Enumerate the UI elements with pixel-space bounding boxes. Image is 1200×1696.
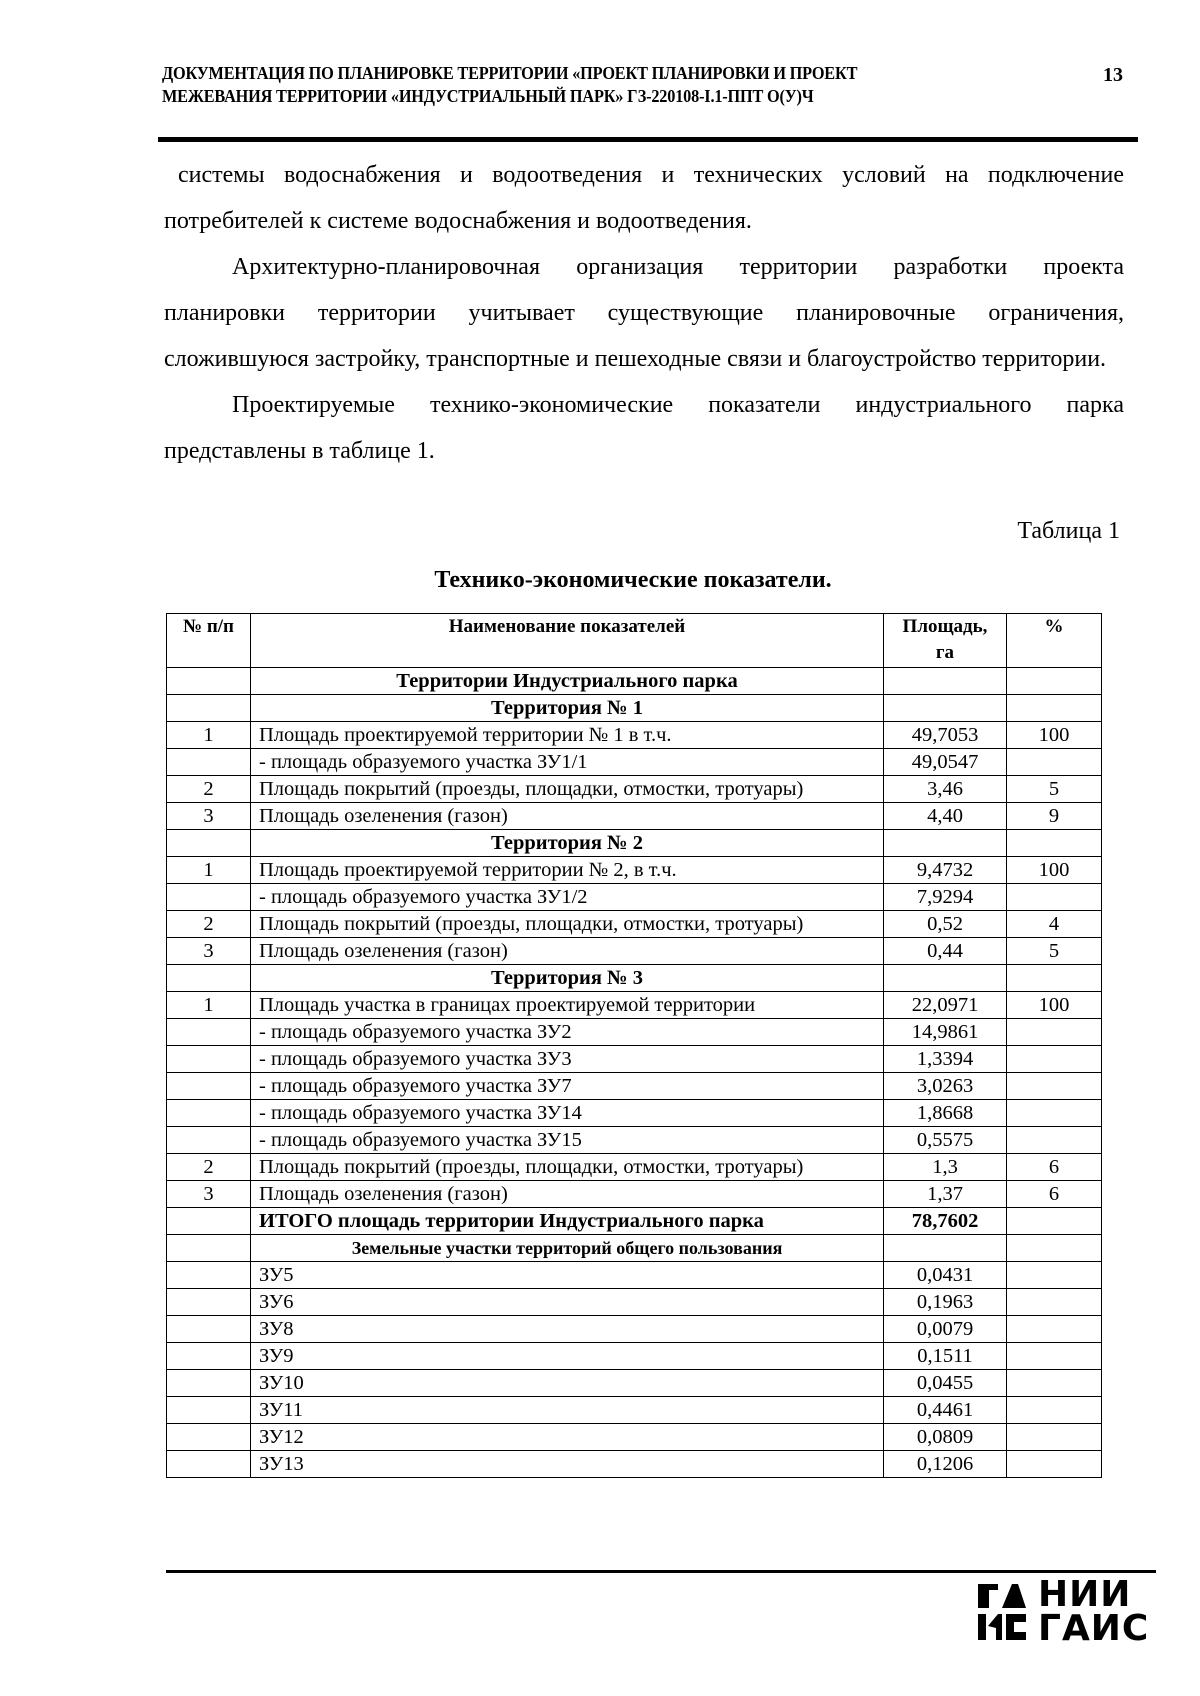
table-row <box>167 1181 1102 1208</box>
cell-number: 1 <box>167 857 251 884</box>
header-title-line1: ДОКУМЕНТАЦИЯ ПО ПЛАНИРОВКЕ ТЕРРИТОРИИ «ПРОЕКТ ПЛАНИРОВКИ И ПРОЕКТ <box>162 63 858 83</box>
cell-percent <box>1007 1235 1102 1262</box>
cell-area <box>884 695 1007 722</box>
table-row <box>167 1073 1102 1100</box>
logo-text-line2: ГАИС <box>1038 1608 1150 1649</box>
cell-section-title: Территория № 2 <box>251 830 884 857</box>
cell-percent <box>1007 830 1102 857</box>
cell-number <box>167 1127 251 1154</box>
cell-name: ИТОГО площадь территории Индустриального парка <box>251 1208 884 1235</box>
table-row <box>167 1019 1102 1046</box>
table-row <box>167 749 1102 776</box>
table-row <box>167 1424 1102 1451</box>
body-text <box>164 152 1124 474</box>
col-header-name: Наименование показателей <box>251 614 884 668</box>
table-row <box>167 830 1102 857</box>
cell-percent <box>1007 695 1102 722</box>
cell-percent <box>1007 1073 1102 1100</box>
cell-area: 9,4732 <box>884 857 1007 884</box>
cell-name: Площадь озеленения (газон) <box>251 803 884 830</box>
cell-name: Площадь покрытий (проезды, площадки, отмостки, тротуары) <box>251 1154 884 1181</box>
cell-area: 78,7602 <box>884 1208 1007 1235</box>
cell-area: 22,0971 <box>884 992 1007 1019</box>
table-row <box>167 695 1102 722</box>
cell-area: 0,0809 <box>884 1424 1007 1451</box>
cell-number <box>167 1370 251 1397</box>
table-row <box>167 1316 1102 1343</box>
cell-name: ЗУ10 <box>251 1370 884 1397</box>
cell-percent <box>1007 884 1102 911</box>
col-header-percent: % <box>1007 614 1102 668</box>
cell-number <box>167 1019 251 1046</box>
cell-number <box>167 965 251 992</box>
cell-name: ЗУ9 <box>251 1343 884 1370</box>
cell-percent <box>1007 1451 1102 1478</box>
cell-percent <box>1007 1316 1102 1343</box>
cell-number <box>167 749 251 776</box>
cell-number: 3 <box>167 1181 251 1208</box>
table-caption: Таблица 1 <box>1017 518 1120 544</box>
cell-number <box>167 1100 251 1127</box>
table-row <box>167 884 1102 911</box>
table-row <box>167 1262 1102 1289</box>
cell-percent <box>1007 1019 1102 1046</box>
table-row <box>167 965 1102 992</box>
cell-percent <box>1007 1100 1102 1127</box>
cell-name: Площадь покрытий (проезды, площадки, отмостки, тротуары) <box>251 911 884 938</box>
cell-name: Площадь озеленения (газон) <box>251 938 884 965</box>
cell-number <box>167 668 251 695</box>
cell-name: ЗУ12 <box>251 1424 884 1451</box>
cell-percent <box>1007 1127 1102 1154</box>
cell-number <box>167 1424 251 1451</box>
cell-name: Площадь проектируемой территории № 1 в т.ч. <box>251 722 884 749</box>
indicators-table <box>166 613 1102 1478</box>
cell-area: 49,7053 <box>884 722 1007 749</box>
cell-area: 49,0547 <box>884 749 1007 776</box>
table-row <box>167 992 1102 1019</box>
cell-area: 0,44 <box>884 938 1007 965</box>
cell-number <box>167 1343 251 1370</box>
cell-name: ЗУ8 <box>251 1316 884 1343</box>
cell-name: Площадь озеленения (газон) <box>251 1181 884 1208</box>
table-row <box>167 1370 1102 1397</box>
logo-mark-icon <box>978 1584 1026 1640</box>
table-row <box>167 722 1102 749</box>
cell-area: 0,1206 <box>884 1451 1007 1478</box>
cell-area: 3,46 <box>884 776 1007 803</box>
document-header <box>162 62 962 108</box>
cell-area: 0,4461 <box>884 1397 1007 1424</box>
cell-area: 1,3 <box>884 1154 1007 1181</box>
cell-area: 0,1963 <box>884 1289 1007 1316</box>
cell-percent <box>1007 965 1102 992</box>
cell-number <box>167 1208 251 1235</box>
paragraph: Проектируемые технико-экономические показатели индустриального парка представлены в таблице 1. <box>164 392 1124 464</box>
cell-area: 0,0431 <box>884 1262 1007 1289</box>
cell-percent: 100 <box>1007 857 1102 884</box>
cell-area: 4,40 <box>884 803 1007 830</box>
cell-name: - площадь образуемого участка ЗУ1/2 <box>251 884 884 911</box>
table-row <box>167 911 1102 938</box>
table-row <box>167 938 1102 965</box>
cell-area: 14,9861 <box>884 1019 1007 1046</box>
cell-area: 0,1511 <box>884 1343 1007 1370</box>
cell-percent <box>1007 1046 1102 1073</box>
cell-percent: 9 <box>1007 803 1102 830</box>
cell-percent <box>1007 1289 1102 1316</box>
cell-percent <box>1007 1424 1102 1451</box>
company-logo <box>978 1574 1158 1658</box>
cell-area <box>884 1235 1007 1262</box>
cell-percent <box>1007 1370 1102 1397</box>
cell-percent: 6 <box>1007 1181 1102 1208</box>
cell-name: ЗУ6 <box>251 1289 884 1316</box>
table-row <box>167 857 1102 884</box>
col-header-number: № п/п <box>167 614 251 668</box>
page-number: 13 <box>1103 64 1123 86</box>
cell-percent <box>1007 749 1102 776</box>
cell-percent: 5 <box>1007 938 1102 965</box>
cell-area: 1,8668 <box>884 1100 1007 1127</box>
cell-number: 3 <box>167 938 251 965</box>
cell-area <box>884 965 1007 992</box>
cell-area: 1,3394 <box>884 1046 1007 1073</box>
table-row <box>167 1154 1102 1181</box>
table-title: Технико-экономические показатели. <box>434 567 832 593</box>
cell-percent: 4 <box>1007 911 1102 938</box>
paragraph: Архитектурно-планировочная организация территории разработки проекта планировки территории учитывает существующие планировочные ограничения, сложившуюся застройку, транспортные и пешеходные связи и благоустройство территории. <box>164 254 1124 372</box>
cell-area: 0,0455 <box>884 1370 1007 1397</box>
cell-area: 1,37 <box>884 1181 1007 1208</box>
cell-section-title: Территории Индустриального парка <box>251 668 884 695</box>
logo-text-line1: НИИ <box>1038 1574 1132 1615</box>
cell-percent: 100 <box>1007 722 1102 749</box>
table-row <box>167 776 1102 803</box>
cell-number <box>167 830 251 857</box>
table-row <box>167 1343 1102 1370</box>
paragraph: системы водоснабжения и водоотведения и технических условий на подключение потребителей к системе водоснабжения и водоотведения. <box>164 162 1124 234</box>
cell-area: 0,5575 <box>884 1127 1007 1154</box>
cell-percent: 5 <box>1007 776 1102 803</box>
cell-percent <box>1007 1397 1102 1424</box>
cell-number <box>167 1289 251 1316</box>
cell-name: Земельные участки территорий общего пользования <box>251 1235 884 1262</box>
cell-number: 3 <box>167 803 251 830</box>
table-row <box>167 1289 1102 1316</box>
cell-number <box>167 1262 251 1289</box>
cell-number <box>167 1451 251 1478</box>
cell-section-title: Территория № 1 <box>251 695 884 722</box>
cell-name: - площадь образуемого участка ЗУ1/1 <box>251 749 884 776</box>
cell-name: ЗУ13 <box>251 1451 884 1478</box>
cell-number: 2 <box>167 1154 251 1181</box>
cell-name: - площадь образуемого участка ЗУ2 <box>251 1019 884 1046</box>
cell-name: - площадь образуемого участка ЗУ7 <box>251 1073 884 1100</box>
cell-name: ЗУ11 <box>251 1397 884 1424</box>
cell-name: Площадь участка в границах проектируемой территории <box>251 992 884 1019</box>
header-title-line2: МЕЖЕВАНИЯ ТЕРРИТОРИИ «ИНДУСТРИАЛЬНЫЙ ПАРК» ГЗ-220108-I.1-ППТ О(У)Ч <box>162 86 814 106</box>
cell-number: 1 <box>167 992 251 1019</box>
table-row <box>167 1046 1102 1073</box>
table-row <box>167 1235 1102 1262</box>
table-row <box>167 803 1102 830</box>
cell-name: - площадь образуемого участка ЗУ3 <box>251 1046 884 1073</box>
cell-name: - площадь образуемого участка ЗУ14 <box>251 1100 884 1127</box>
cell-number <box>167 1397 251 1424</box>
cell-number <box>167 1073 251 1100</box>
cell-number <box>167 1316 251 1343</box>
cell-area: 7,9294 <box>884 884 1007 911</box>
scan-edge-line <box>166 1570 1156 1573</box>
cell-number <box>167 884 251 911</box>
cell-percent: 6 <box>1007 1154 1102 1181</box>
table-row <box>167 1208 1102 1235</box>
table-row <box>167 1127 1102 1154</box>
cell-name: Площадь покрытий (проезды, площадки, отмостки, тротуары) <box>251 776 884 803</box>
cell-percent <box>1007 1208 1102 1235</box>
cell-name: ЗУ5 <box>251 1262 884 1289</box>
header-divider <box>158 137 1138 142</box>
cell-percent: 100 <box>1007 992 1102 1019</box>
cell-percent <box>1007 1343 1102 1370</box>
table-row <box>167 1100 1102 1127</box>
cell-number <box>167 1235 251 1262</box>
table-header-row <box>167 614 1102 668</box>
cell-area <box>884 830 1007 857</box>
table-row <box>167 668 1102 695</box>
cell-percent <box>1007 1262 1102 1289</box>
cell-number: 1 <box>167 722 251 749</box>
table-row <box>167 1451 1102 1478</box>
cell-number: 2 <box>167 911 251 938</box>
cell-area: 0,0079 <box>884 1316 1007 1343</box>
cell-name: Площадь проектируемой территории № 2, в т.ч. <box>251 857 884 884</box>
cell-number: 2 <box>167 776 251 803</box>
cell-percent <box>1007 668 1102 695</box>
cell-section-title: Территория № 3 <box>251 965 884 992</box>
col-header-area: Площадь, га <box>884 614 1007 668</box>
cell-number <box>167 1046 251 1073</box>
cell-area: 3,0263 <box>884 1073 1007 1100</box>
cell-number <box>167 695 251 722</box>
table-row <box>167 1397 1102 1424</box>
cell-area: 0,52 <box>884 911 1007 938</box>
cell-area <box>884 668 1007 695</box>
cell-name: - площадь образуемого участка ЗУ15 <box>251 1127 884 1154</box>
